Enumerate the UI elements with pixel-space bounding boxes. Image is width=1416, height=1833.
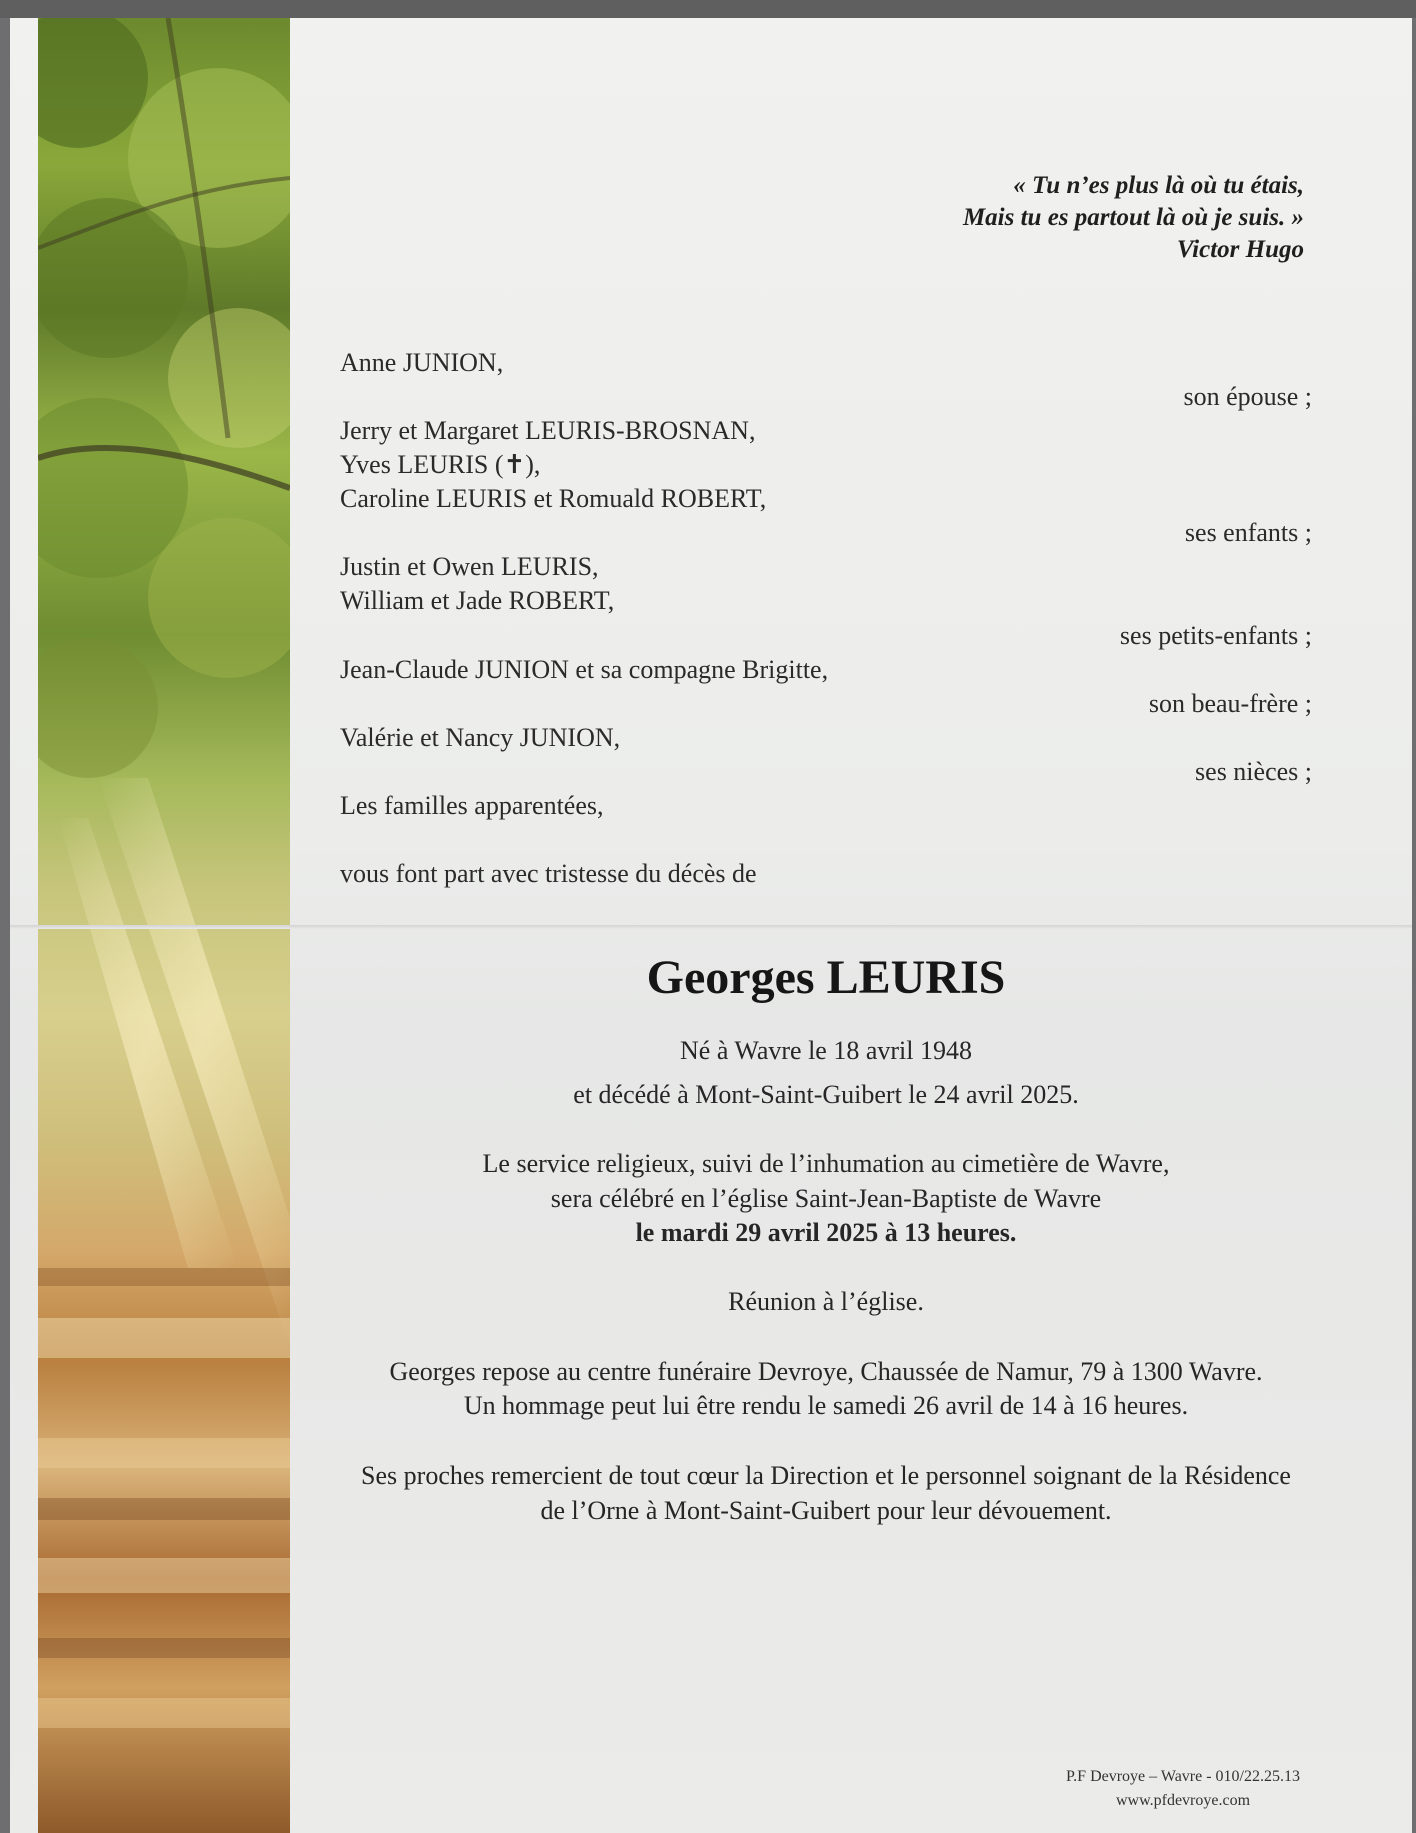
deceased-name: Georges LEURIS [646,951,1006,1004]
funeral-home-contact: P.F Devroye – Wavre - 010/22.25.13 [1066,1768,1300,1785]
visitation-line-1: Georges repose au centre funéraire Devroye, Chaussée de Namur, 79 à 1300 Wavre. [389,1357,1263,1386]
funeral-home-website: www.pfdevroye.com [1116,1792,1251,1809]
child-name: Jerry et Margaret LEURIS-BROSNAN, [340,416,756,445]
background-strip [0,0,1416,18]
grandchild-name: William et Jade ROBERT, [340,586,615,615]
visitation-line-2: Un hommage peut lui être rendu le samedi 26 avril de 14 à 16 heures. [463,1391,1189,1420]
spouse-name: Anne JUNION, [340,348,504,377]
brother-in-law-name: Jean-Claude JUNION et sa compagne Brigitte, [340,655,829,684]
birth-info: Né à Wavre le 18 avril 1948 [680,1036,972,1065]
related-families: Les familles apparentées, [340,791,604,820]
quote-block [963,170,1304,266]
meeting-info: Réunion à l’église. [728,1287,924,1316]
brother-in-law-relation: son beau-frère ; [1148,689,1312,718]
card-fold [10,925,1412,929]
service-line-1: Le service religieux, suivi de l’inhumation au cimetière de Wavre, [482,1149,1170,1178]
child-name: Yves LEURIS (✝), [340,450,541,479]
funeral-card [10,18,1412,1833]
grandchildren-relation: ses petits-enfants ; [1119,621,1312,650]
nieces-name: Valérie et Nancy JUNION, [340,723,621,752]
child-name: Caroline LEURIS et Romuald ROBERT, [340,484,767,513]
quote-line-2: Mais tu es partout là où je suis. » [962,204,1304,231]
funeral-home-footer [1066,1765,1300,1813]
thanks-line-2: de l’Orne à Mont-Saint-Guibert pour leur dévouement. [540,1496,1112,1525]
children-relation: ses enfants ; [1184,518,1312,547]
quote-author: Victor Hugo [1176,236,1304,263]
death-info: et décédé à Mont-Saint-Guibert le 24 avril 2025. [573,1080,1079,1109]
service-datetime: le mardi 29 avril 2025 à 13 heures. [635,1218,1017,1247]
quote-line-1: « Tu n’es plus là où tu étais, [1013,172,1304,199]
service-line-2: sera célébré en l’église Saint-Jean-Baptiste de Wavre [550,1184,1102,1213]
announcement-text: vous font part avec tristesse du décès de [340,859,757,888]
nieces-relation: ses nièces ; [1195,757,1312,786]
thanks-line-1: Ses proches remercient de tout cœur la Direction et le personnel soignant de la Résidence [361,1461,1291,1490]
spouse-relation: son épouse ; [1183,382,1312,411]
grandchild-name: Justin et Owen LEURIS, [340,552,599,581]
